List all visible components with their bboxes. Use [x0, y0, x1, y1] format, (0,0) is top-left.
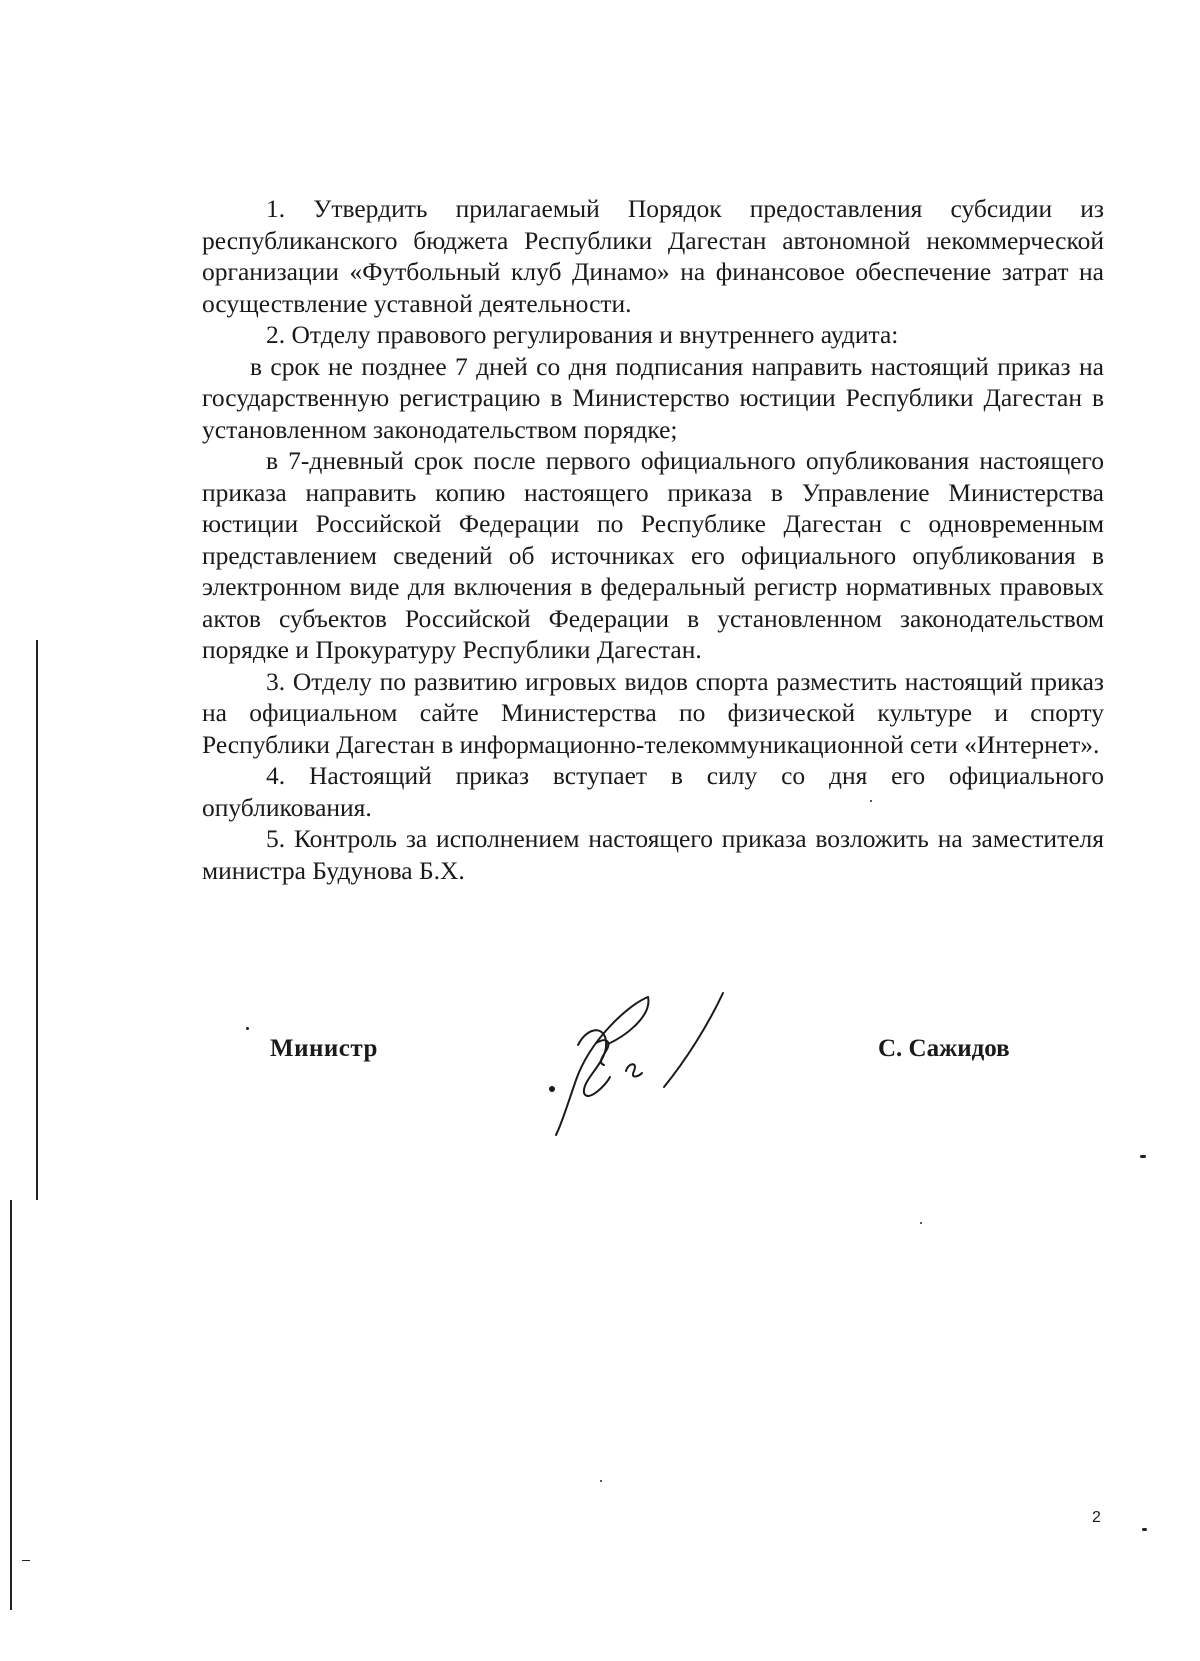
paragraph-2: 2. Отделу правового регулирования и внутреннего аудита:: [266, 320, 899, 349]
signatory-name: С. Сажидов: [878, 1035, 1010, 1062]
order-body: [202, 193, 1104, 886]
scan-speck: [1140, 1155, 1146, 1158]
scan-speck: [600, 1480, 602, 1482]
paragraph-3: 3. Отделу по развитию игровых видов спорта разместить настоящий приказ на официальном сайте Министерства по физической культуре и спорту Республики Дагестан в информационно-телекоммуникационной сети «Интернет».: [202, 666, 1104, 759]
signatory-title: Министр: [270, 1035, 378, 1062]
paragraph-2b: в 7-дневный срок после первого официального опубликования настоящего приказа направить копию настоящего приказа в Управление Министерства юстиции Российской Федерации по Республике Дагестан с одновременным представлением сведений об источниках его официального опубликования в электронном виде для включения в федеральный регистр нормативных правовых актов субъектов Российской Федерации в установленном законодательством порядке и Прокуратуру Республики Дагестан.: [202, 446, 1104, 664]
scan-speck: [870, 800, 872, 802]
paragraph-4: 4. Настоящий приказ вступает в силу со дня его официального опубликования.: [202, 761, 1104, 822]
paragraph-1: 1. Утвердить прилагаемый Порядок предоставления субсидии из республиканского бюджета Республики Дагестан автономной некоммерческой организации «Футбольный клуб Динамо» на финансовое обеспечение затрат на осуществление уставной деятельности.: [202, 194, 1104, 318]
scan-speck: [920, 1222, 922, 1224]
paragraph-5: 5. Контроль за исполнением настоящего приказа возложить на заместителя министра Будунова Б.Х.: [202, 824, 1104, 885]
handwritten-signature: [548, 985, 768, 1140]
paragraph-2a: в срок не позднее 7 дней со дня подписания направить настоящий приказ на государственную регистрацию в Министерство юстиции Республики Дагестан в установленном законодательством порядке;: [202, 351, 1104, 444]
scan-margin-line: [36, 640, 38, 1200]
scan-speck: [246, 1027, 249, 1030]
scan-margin-line: [22, 1560, 30, 1561]
page-number: 2: [1092, 1509, 1101, 1526]
scan-speck: [1142, 1528, 1147, 1531]
scan-margin-line: [10, 1200, 12, 1610]
